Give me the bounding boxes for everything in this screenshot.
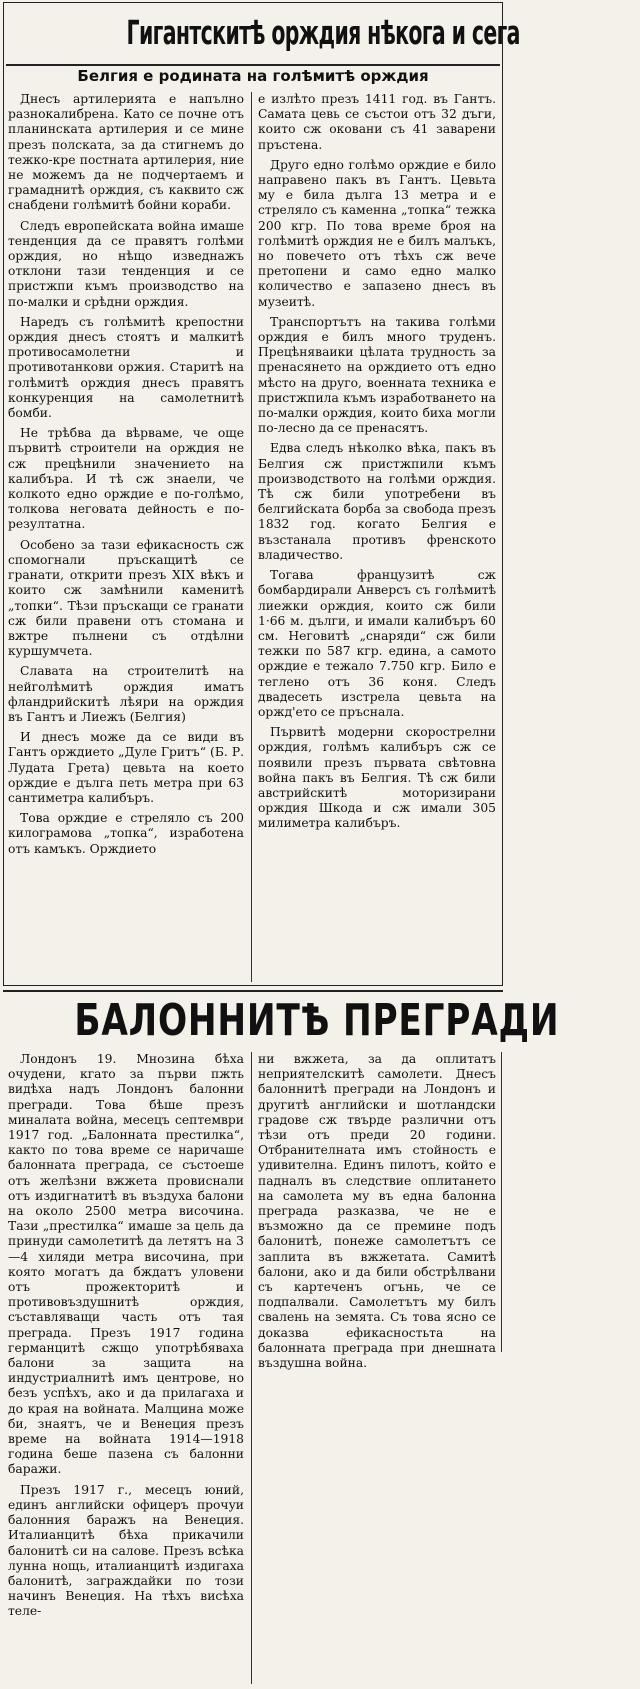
article1-paragraph: Славата на строителитѣ на нейголѣмитѣ орждия иматъ фландрийскитѣ лѣяри на орждия въ Гантъ и Лиежъ (Белгия) bbox=[8, 664, 244, 724]
subheadline-belgium: Белгия е родината на голѣмитѣ орждия bbox=[77, 67, 429, 85]
column-divider bbox=[251, 92, 252, 982]
article1-paragraph: Едва следъ нѣколко вѣка, пакъ въ Белгия сж пристжпили къмъ производството на голѣми орждия. Тѣ сж били употребени въ белгийската борба за свобода презъ 1832 год. когато Белгия е възстанала противъ френското владичество. bbox=[258, 441, 496, 562]
article1-paragraph: Друго едно голѣмо орждие е било направено пакъ въ Гантъ. Цевьта му е била дълга 13 метра и е стреляло съ каменна „топка“ тежка 200 кгр. По това време броя на голѣмитѣ орждия не е билъ малъкъ, но повечето отъ тѣхъ сж вече претопени и само едно малко количество е запазено днесъ въ музеитѣ. bbox=[258, 157, 496, 309]
article1-paragraph: Транспортътъ на такива голѣми орждия е билъ много труденъ. Прецѣняваики цѣлата трудность за пренасянето на орждието отъ едно мѣсто на друго, военната техника е пристжпила къмъ изработването на по-малки орждия, които биха могли по-лесно да се пренасятъ. bbox=[258, 314, 496, 436]
right-edge-rule bbox=[501, 1052, 502, 1352]
article1-paragraph: Наредъ съ голѣмитѣ крепостни орждия днесъ стоятъ и малкитѣ противосамолетни и противотанкови оржия. Старитѣ на голѣмитѣ орждия днесъ правятъ конкуренция на самолетнитѣ бомби. bbox=[8, 314, 244, 421]
article1-paragraph: Особено за тази ефикасность сж спомогнали пръскащитѣ се гранати, открити презъ XIX вѣкъ и които сж замѣнили каменитѣ „топки“. Тѣзи пръскащи се гранати сж били правени отъ стомана и вжтре пълнени съ отдѣлни куршумчета. bbox=[8, 537, 244, 659]
article2-paragraph: Презъ 1917 г., месецъ юний, единъ английски офицеръ прочуи балонния баражъ на Венеция. Италианцитѣ бѣха прикачили балонитѣ си на салове. Презъ всѣка лунна нощь, италианцитѣ издигаха балонитѣ, заграждайки по този начинъ Венеция. На тѣхъ висѣха теле- bbox=[8, 1482, 244, 1619]
article1-paragraph: Днесъ артилерията е напълно разнокалибрена. Като се почне отъ планинската артилерия и се мине презъ полската, за да стигнемъ до тежко-кре постната артилерия, ние не можемъ да не подчертаемъ и грамаднитѣ орждия, съ каквито сж снабдени голѣмитѣ бойни кораби. bbox=[8, 92, 244, 213]
article2-paragraph: ни вжжета, за да оплитатъ неприятелскитѣ самолети. Днесъ балоннитѣ прегради на Лондонъ и другитѣ английски и шотландски градове сж твърде различни отъ тѣзи отъ преди 20 години. Отбранителната имъ стойность е удивителна. Единъ пилотъ, който е падналъ въ следствие оплитането на самолета му въ една балонна преграда разказва, че не е възможно да се премине подъ балонитѣ, понеже самолетътъ се заплита въ вжжетата. Самитѣ балони, ако и да били обстрѣлвани съ картеченъ огънь, че се подпалвали. Самолетътъ му билъ свалень на земята. Съ това ясно се доказва ефикасностьта на балонната преграда при днешната въздушна война. bbox=[258, 1052, 496, 1371]
article2-column-left bbox=[8, 1052, 244, 1625]
column-divider bbox=[251, 1052, 252, 1684]
headline-giant-guns: Гигантскитѣ орждия нѣкога и сега bbox=[126, 13, 520, 52]
article1-paragraph: И днесъ може да се види въ Гантъ орждието „Дуле Гритъ“ (Б. Р. Лудата Грета) цевьта на което орждие е дълга петь метра при 63 сантиметра калибъръ. bbox=[8, 730, 244, 805]
article2-paragraph: Лондонъ 19. Мнозина бѣха очудени, кгато за първи пжть видѣха надъ Лондонъ балонни прегради. Това бѣше презъ миналата война, месецъ септември 1917 год. „Балонната престилка“, както по това време се наричаше балонната преграда, се състоеше отъ желѣзни вжжета провиснали отъ издигнатитѣ въ въздуха балони на около 2500 метра височина. Тази „престилка“ имаше за цель да принуди самолетитѣ да летятъ на 3—4 хиляди метра височина, при която могатъ да бждатъ уловени отъ прожекторитѣ и противовъздушнитѣ орждия, съставляващи часть отъ тая преграда. Презъ 1917 година германцитѣ сжщо употрѣбяваха балони за защита на индустриалнитѣ имъ центрове, но безъ успѣхъ, ако и да прилагаха и до края на войната. Малцина може би, знаятъ, че и Венеция презъ време на войната 1914—1918 година беше пазена съ балонни баражи. bbox=[8, 1052, 244, 1477]
article1-column-left bbox=[8, 92, 244, 862]
article1-paragraph: Това орждие е стреляло съ 200 килограмова „топка“, изработена отъ камъкъ. Орждието bbox=[8, 811, 244, 856]
article1-paragraph: Следъ европейската война имаше тенденция да се правятъ голѣми орждия, но нѣщо изведнажъ отклони тази тенденция и се пристжпи къмъ производство на по-малки и срѣдни орждия. bbox=[8, 218, 244, 309]
article-separator bbox=[3, 990, 503, 992]
article2-column-right bbox=[258, 1052, 496, 1376]
article1-paragraph: Първитѣ модерни скорострелни орждия, голѣмъ калибъръ сж се появили презъ първата свѣтовна война пакъ въ Белгия. Тѣ сж били австрийскитѣ моторизирани орждия Шкода и сж имали 305 милиметра калибъръ. bbox=[258, 725, 496, 831]
article1-paragraph: Тогава французитѣ сж бомбардирали Анверсъ съ голѣмитѣ лиежки орждия, които сж били 1·66 м. дълги, и имали калибъръ 60 см. Неговитѣ „снаряди“ сж били тежки по 587 кгр. едина, а самото орждие е тежало 7.750 кгр. Било е теглено отъ 36 коня. Следъ двадесеть изстрела цевьта на оржд'ето се пръснала. bbox=[258, 568, 496, 719]
headline-balloon-barriers: БАЛОННИТѢ ПРЕГРАДИ bbox=[74, 995, 560, 1046]
article1-column-right bbox=[258, 92, 496, 837]
article1-paragraph: Не трѣбва да вѣрваме, че още първитѣ строители на орждия не сж прецѣнили значението на калибъра. И тѣ сж знаели, че колкото едно орждие е по-голѣмо, толкова неговата дейность е по-резултатна. bbox=[8, 426, 244, 532]
article1-paragraph: е излѣто презъ 1411 год. въ Гантъ. Самата цевь се състои отъ 32 дъги, които сж оковани съ 41 заварени пръстена. bbox=[258, 92, 496, 152]
